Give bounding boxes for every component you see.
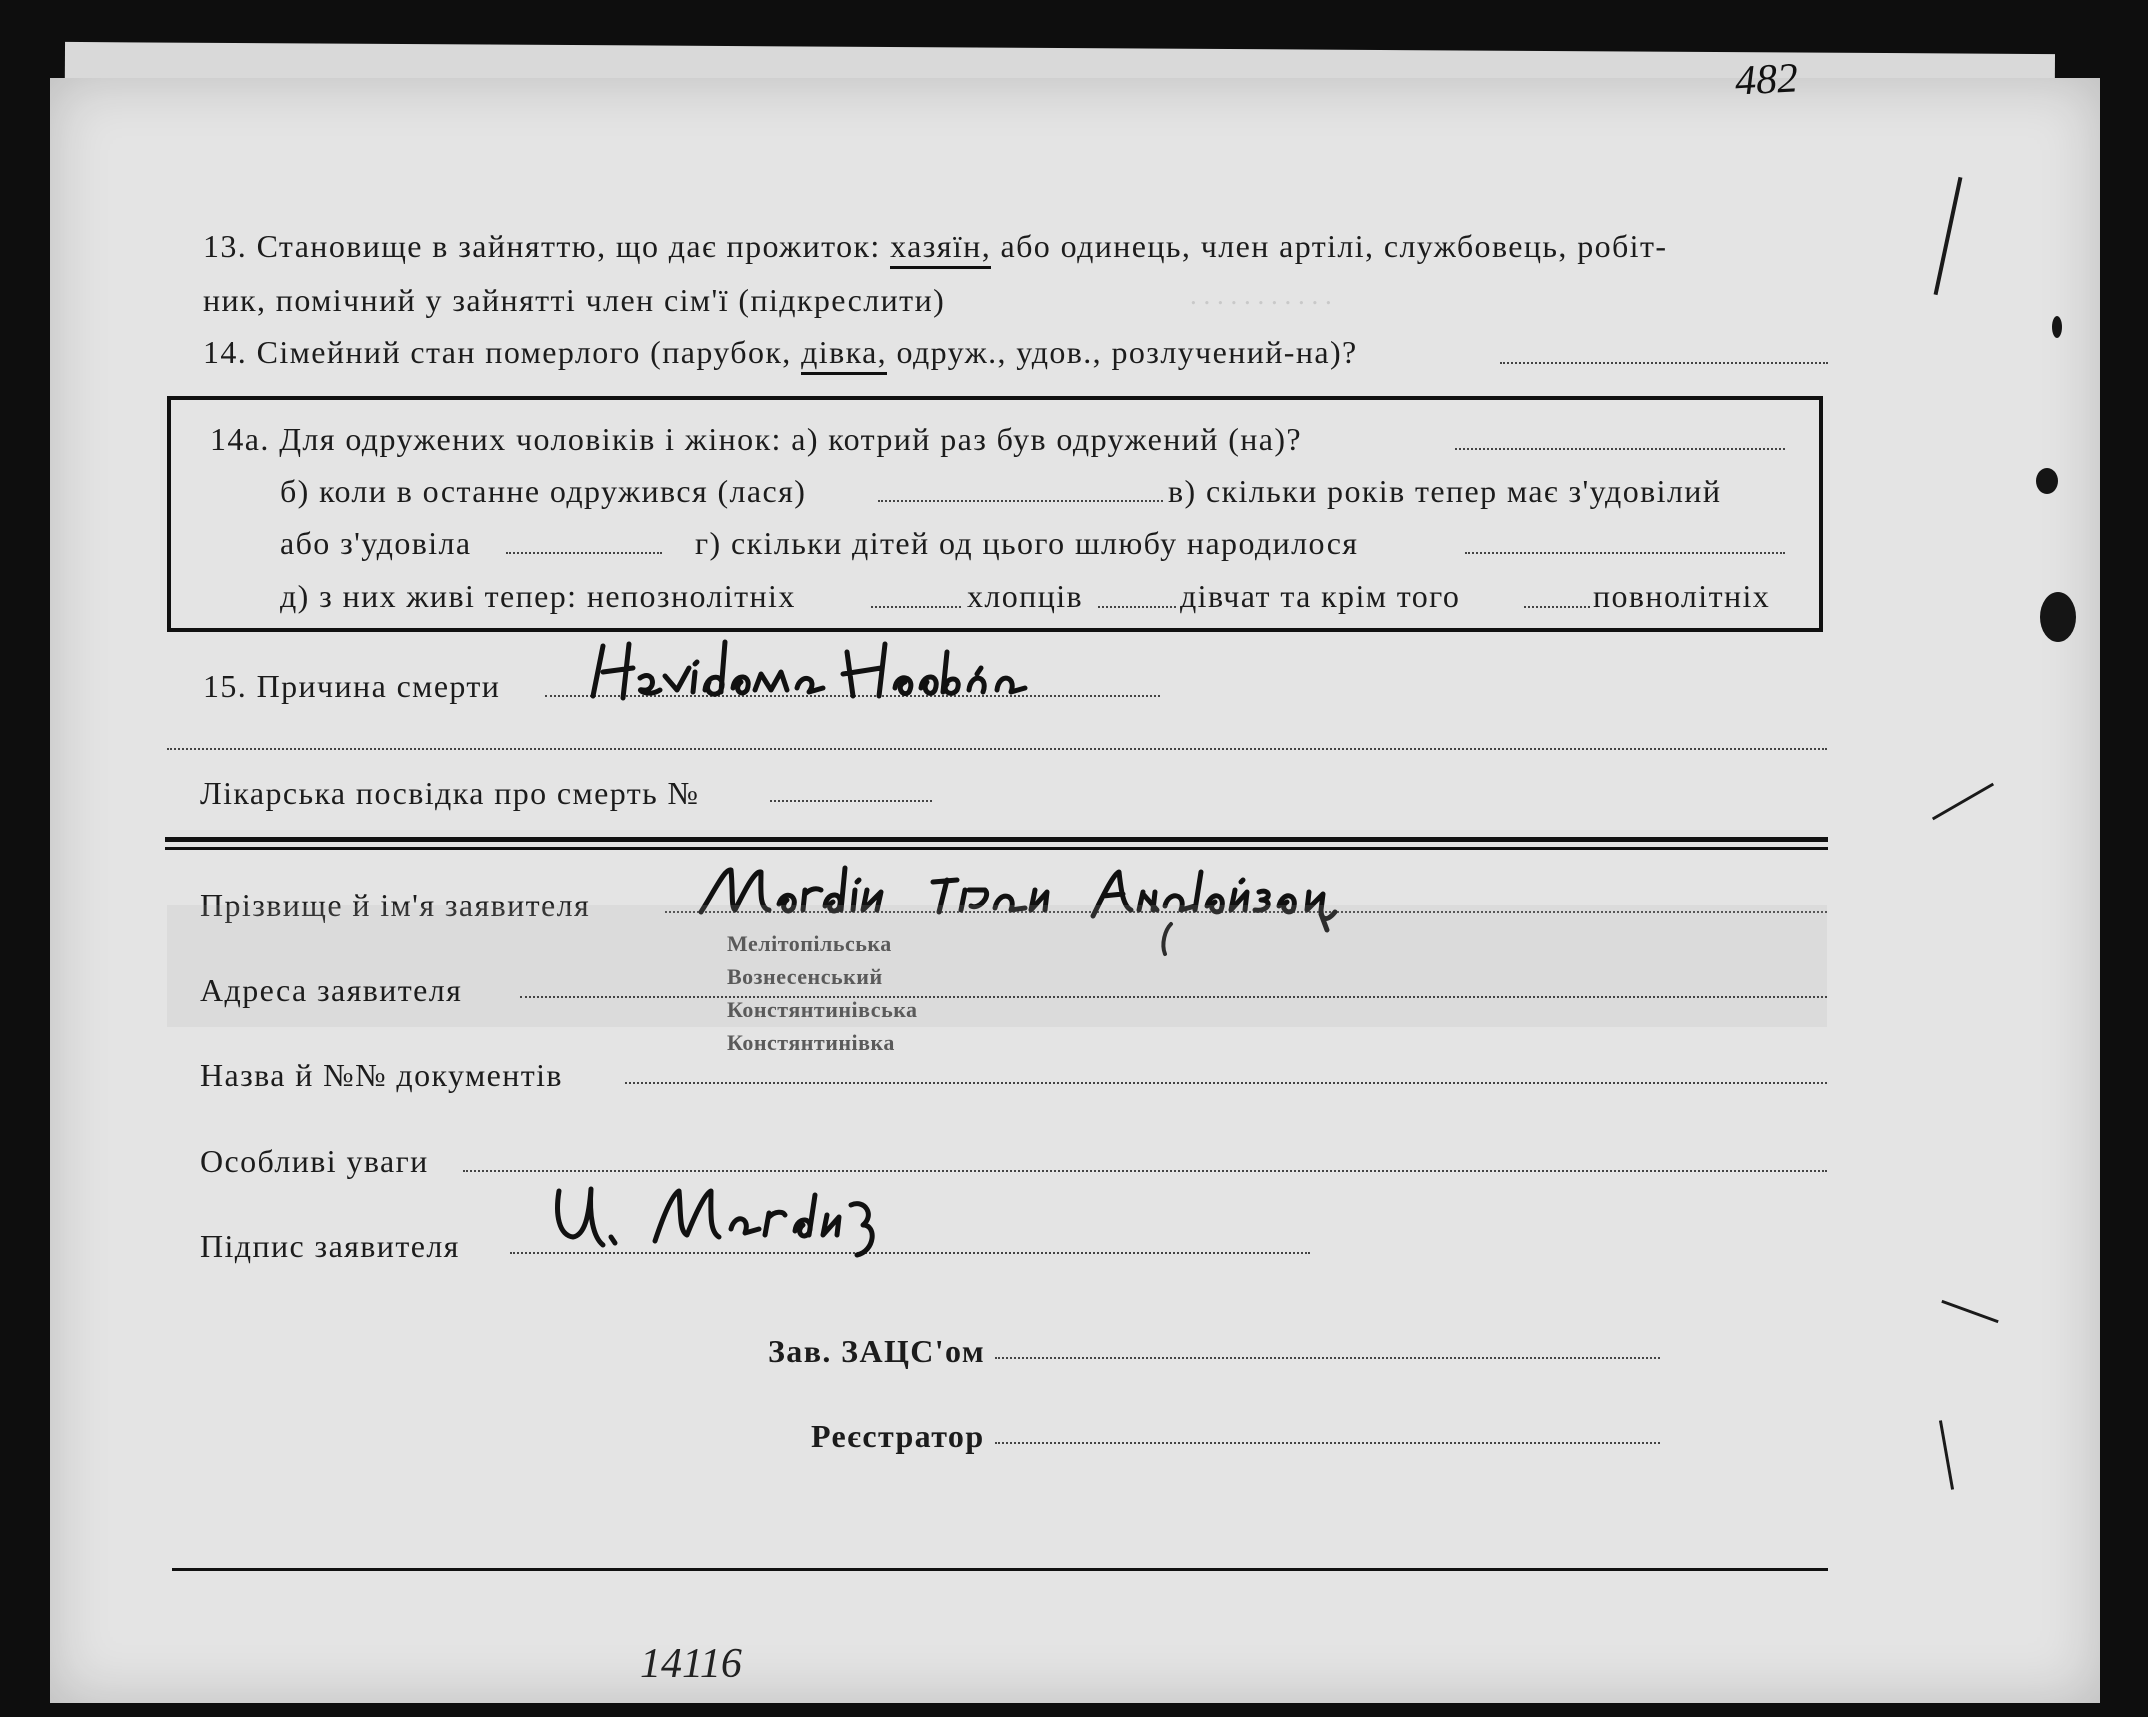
applicant-name-label: Прізвище й ім'я заявителя bbox=[200, 887, 591, 923]
punch-hole bbox=[2052, 316, 2062, 338]
medical-certificate-label: Лікарська посвідка про смерть № bbox=[200, 775, 700, 811]
item14a-line3a: або з'удовіла bbox=[280, 525, 472, 561]
archive-bottom-number: 14116 bbox=[640, 1641, 742, 1687]
stamp-line-2: Вознесенський bbox=[727, 964, 883, 989]
head-fill-line bbox=[995, 1357, 1660, 1359]
registrar-label: Реєстратор bbox=[811, 1418, 985, 1454]
section-divider-bottom bbox=[165, 847, 1828, 850]
item14a-line4a: д) з них живі тепер: непознолітніх bbox=[280, 578, 796, 614]
applicant-address-label: Адреса заявителя bbox=[200, 972, 463, 1008]
item14a-line3b: г) скільки дітей од цього шлюбу народилося bbox=[695, 525, 1359, 561]
item14a-minors-fill-line bbox=[871, 606, 961, 608]
item14a-boys-fill-line bbox=[1098, 606, 1176, 608]
applicant-address-fill-line bbox=[520, 996, 1827, 998]
address-stamp bbox=[727, 927, 957, 1059]
item14a-line2a: б) коли в останне одружився (лася) bbox=[280, 473, 807, 509]
applicant-signature-label: Підпис заявителя bbox=[200, 1228, 460, 1264]
item13-underlined-choice: хазяїн, bbox=[890, 228, 991, 269]
bottom-rule bbox=[172, 1568, 1828, 1571]
item15-label: 15. Причина смерти bbox=[203, 668, 501, 704]
item14a-line1: 14а. Для одружених чоловіків і жінок: а) котрий раз був одружений (на)? bbox=[210, 421, 1303, 457]
stamp-line-4: Констянтинівка bbox=[727, 1030, 895, 1055]
item13-text-post: або одинець, член артілі, службовець, робіт- bbox=[1000, 228, 1668, 264]
item14-underlined-choice: дівка, bbox=[801, 334, 887, 375]
item15-second-fill-line bbox=[167, 748, 1827, 750]
item14-line bbox=[203, 334, 1358, 371]
item14a-b-fill-line bbox=[878, 500, 1163, 502]
section-divider-top bbox=[165, 837, 1828, 842]
documents-label: Назва й №№ документів bbox=[200, 1057, 563, 1093]
item14a-line2b: в) скільки років тепер має з'удовілий bbox=[1168, 473, 1722, 509]
item14a-line4d: повнолітніх bbox=[1593, 578, 1771, 614]
stamp-line-3: Констянтинівська bbox=[727, 997, 918, 1022]
registrar-fill-line bbox=[995, 1442, 1660, 1444]
bleed-through-text: . . . . . . . . . . . bbox=[1190, 280, 1332, 310]
item14a-line4b: хлопців bbox=[967, 578, 1084, 614]
item14a-girls-fill-line bbox=[1524, 606, 1590, 608]
notes-fill-line bbox=[463, 1170, 1827, 1172]
item14a-a-fill-line bbox=[1455, 448, 1785, 450]
applicant-signature-handwriting bbox=[545, 1175, 925, 1275]
documents-fill-line bbox=[625, 1082, 1827, 1084]
item14a-line4c: дівчат та крім того bbox=[1180, 578, 1461, 614]
item14a-g-fill-line bbox=[1465, 552, 1785, 554]
item14-fill-line bbox=[1500, 362, 1828, 364]
item13-line1 bbox=[203, 228, 1667, 265]
punch-hole bbox=[2040, 592, 2076, 642]
stamp-line-1: Мелітопільська bbox=[727, 931, 892, 956]
head-label: Зав. ЗАЦС'ом bbox=[768, 1333, 986, 1369]
punch-hole bbox=[2036, 468, 2058, 494]
medical-certificate-fill-line bbox=[770, 800, 932, 802]
notes-label: Особливі уваги bbox=[200, 1143, 429, 1179]
item13-text-pre: 13. Становище в зайняттю, що дає прожиток: bbox=[203, 228, 881, 264]
item14-text-post: одруж., удов., розлучений-на)? bbox=[896, 334, 1358, 370]
item14a-v-fill-line bbox=[506, 552, 662, 554]
archive-page-number: 482 bbox=[1733, 55, 1800, 105]
item14-text-pre: 14. Сімейний стан померлого (парубок, bbox=[203, 334, 792, 370]
item13-line2: ник, помічний у зайнятті член сім'ї (підкреслити) bbox=[203, 282, 946, 318]
cause-of-death-handwriting bbox=[585, 638, 1055, 706]
